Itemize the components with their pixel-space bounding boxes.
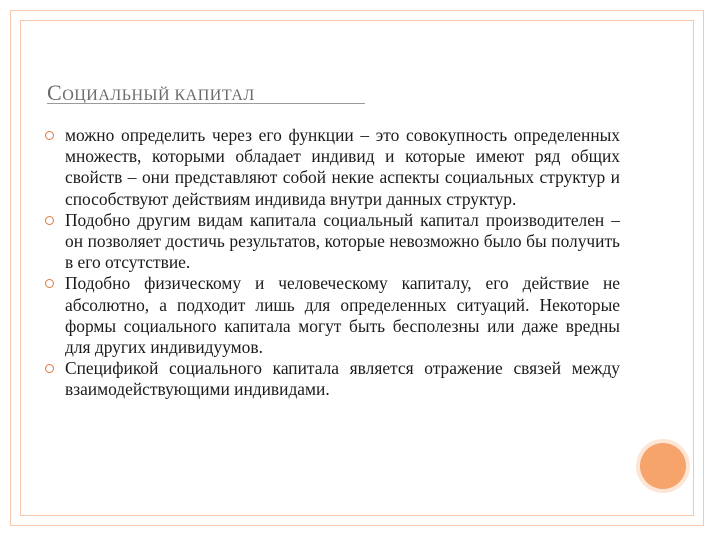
title-rest: ОЦИАЛЬНЫЙ КАПИТАЛ: [62, 87, 255, 104]
list-item-text: Подобно другим видам капитала социальный капитал производителен – он позволяет достичь результатов, которые невозможно было бы получить в его отсутствие.: [65, 209, 620, 273]
decorative-circle: [640, 443, 686, 489]
list-item-text: можно определить через его функции – это совокупность определенных множеств, которыми обладает индивид и которые имеют ряд общих свойств – они представляют собой некие аспекты социальных структур и способствуют действиям индивида внутри данных структур.: [65, 125, 620, 209]
circle-bullet-icon: [45, 279, 54, 288]
list-item: [44, 210, 620, 274]
title-first-letter: С: [47, 80, 63, 105]
bullet-list: [44, 125, 620, 401]
list-item: [44, 273, 620, 358]
circle-bullet-icon: [45, 364, 54, 373]
list-item-text: Спецификой социального капитала является отражение связей между взаимодействующими индивидами.: [65, 358, 620, 400]
circle-bullet-icon: [45, 216, 54, 225]
list-item: [44, 358, 620, 400]
list-item: [44, 125, 620, 210]
circle-bullet-icon: [45, 131, 54, 140]
title-underline: [47, 103, 365, 104]
list-item-text: Подобно физическому и человеческому капиталу, его действие не абсолютно, а подходит лишь для определенных ситуаций. Некоторые формы социального капитала могут быть бесполезны или даже вредны для других индивидуумов.: [65, 273, 620, 358]
